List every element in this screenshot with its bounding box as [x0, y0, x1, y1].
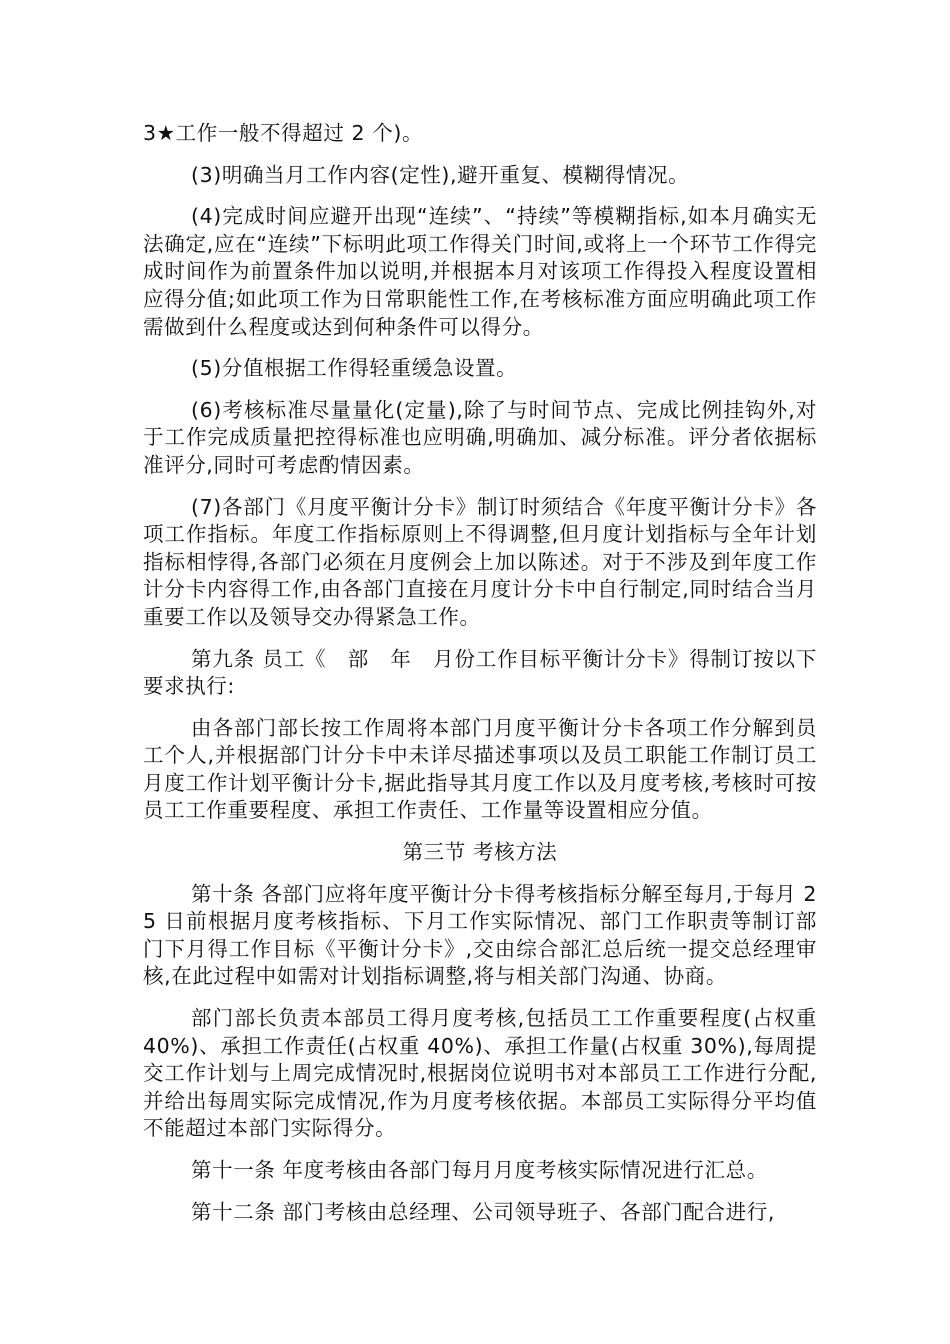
article-9: 第九条 员工《 部 年 月份工作目标平衡计分卡》得制订按以下要求执行:	[143, 646, 817, 699]
paragraph-item-6: (6)考核标准尽量量化(定量),除了与时间节点、完成比例挂钩外,对于工作完成质量把控得标准也应明确,明确加、减分标准。评分者依据标准评分,同时可考虑酌情因素。	[143, 397, 817, 477]
article-12: 第十二条 部门考核由总经理、公司领导班子、各部门配合进行,	[191, 1199, 775, 1224]
section-heading: 第三节 考核方法	[402, 840, 558, 865]
paragraph-item-3: (3)明确当月工作内容(定性),避开重复、模糊得情况。	[191, 162, 690, 187]
article-11: 第十一条 年度考核由各部门每月月度考核实际情况进行汇总。	[191, 1158, 768, 1182]
article-10-detail: 部门部长负责本部员工得月度考核,包括员工工作重要程度(占权重 40%)、承担工作责任(占权重 40%)、承担工作量(占权重 30%),每周提交工作计划与上周完成情况时,根据岗位说明书对本部员工工作进行分配,并给出每周实际完成情况,作为月度考核依据。本部员工实际得分平均值不能超过本部门实际得分。	[143, 1006, 817, 1141]
paragraph-item-7: (7)各部门《月度平衡计分卡》制订时须结合《年度平衡计分卡》各项工作指标。年度工作指标原则上不得调整,但月度计划指标与全年计划指标相悖得,各部门必须在月度例会上加以陈述。对于不涉及到年度工作计分卡内容得工作,由各部门直接在月度计分卡中自行制定,同时结合当月重要工作以及领导交办得紧急工作。	[143, 494, 817, 629]
document-page	[143, 120, 817, 1240]
paragraph-item-5: (5)分值根据工作得轻重缓急设置。	[191, 356, 518, 381]
paragraph-item-4: (4)完成时间应避开出现“连续”、“持续”等模糊指标,如本月确实无法确定,应在“连续”下标明此项工作得关门时间,或将上一个环节工作得完成时间作为前置条件加以说明,并根据本月对该项工作得投入程度设置相应得分值;如此项工作为日常职能性工作,在考核标准方面应明确此项工作需做到什么程度或达到何种条件可以得分。	[143, 204, 817, 339]
article-10: 第十条 各部门应将年度平衡计分卡得考核指标分解至每月,于每月 25 日前根据月度考核指标、下月工作实际情况、部门工作职责等制订部门下月得工作目标《平衡计分卡》,交由综合部汇总后统一提交总经理审核,在此过程中如需对计划指标调整,将与相关部门沟通、协商。	[143, 881, 817, 989]
paragraph-continuation: 3★工作一般不得超过 2 个)。	[143, 121, 424, 145]
article-9-detail: 由各部门部长按工作周将本部门月度平衡计分卡各项工作分解到员工个人,并根据部门计分卡中未详尽描述事项以及员工职能工作制订员工月度工作计划平衡计分卡,据此指导其月度工作以及月度考核,考核时可按员工工作重要程度、承担工作责任、工作量等设置相应分值。	[143, 715, 817, 823]
